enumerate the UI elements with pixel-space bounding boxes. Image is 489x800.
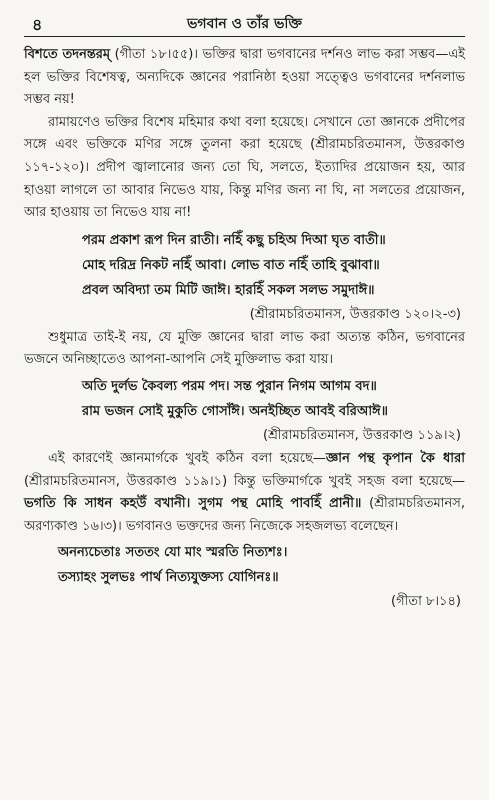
verse-line: অতি দুর্লভ কৈবল্য পরম পদ। সন্ত পুরান নিগম আগম বদ॥: [82, 378, 377, 394]
page-body: [24, 44, 465, 614]
paragraph-4-text: (শ্রীরামচরিতমানস, উত্তরকাণ্ড ১১৯।১) কিন্তু ভক্তিমার্গকে খুবই সহজ বলা হয়েছে—: [24, 473, 465, 489]
verse-line: অনন্যচেতাঃ সততং যো মাং স্মরতি নিত্যশঃ।: [58, 545, 288, 561]
paragraph-4-text: এই কারণেই জ্ঞানমার্গকে খুবই কঠিন বলা হয়েছে—: [48, 450, 326, 466]
verse-block-2: [24, 374, 465, 448]
verse-block-3: [24, 540, 465, 614]
verse-block-1: [24, 228, 465, 327]
page-number: ৪: [32, 15, 43, 34]
paragraph-3: শুধুমাত্র তাই-ই নয়, যে মুক্তি জ্ঞানের দ্বারা লাভ করা অত্যন্ত কঠিন, ভগবানের ভজনে অনিচ্ছাতেও আপনা-আপনি সেই মুক্তিলাভ করা যায়।: [24, 329, 465, 368]
verse-reference: (শ্রীরামচরিতমানস, উত্তরকাণ্ড ১২০।২-৩): [249, 306, 461, 322]
paragraph-1: [24, 44, 465, 112]
inline-quote: জ্ঞান পন্থ কৃপান কৈ ধারা: [325, 450, 465, 466]
verse-line: প্রবল অবিদ্যা তম মিটি জাঈ। হারহিঁ সকল সলভ সমুদাঈ॥: [82, 282, 375, 298]
paragraph-4-text: (শ্রীরামচরিতমানস, অরণ্যকাণ্ড ১৬।৩)। ভগবানও ভক্তদের জন্য নিজেকে সহজলভ্য বলেছেন।: [24, 496, 465, 534]
verse-line: পরম প্রকাশ রূপ দিন রাতী। নহিঁ কছু চহিঅ দিআ ঘৃত বাতী॥: [82, 232, 386, 248]
verse-line: মোহ দরিদ্র নিকট নহিঁ আবা। লোভ বাত নহিঁ তাহি বুঝাবা॥: [82, 257, 380, 273]
inline-quote: ভগতি কি সাধন কহউঁ বখানী। সুগম পন্থ মোহি পাবহিঁ প্রানী॥: [24, 496, 362, 512]
verse-line: রাম ভজন সোই মুকুতি গোসাঁঈ। অনইচ্ছিত আবই বরিআঈ॥: [82, 403, 388, 419]
verse-reference: (গীতা ৮।১৪): [391, 594, 461, 610]
verse-reference: (শ্রীরামচরিতমানস, উত্তরকাণ্ড ১১৯।২): [262, 427, 461, 443]
paragraph-2: রামায়ণেও ভক্তির বিশেষ মহিমার কথা বলা হয়েছে। সেখানে তো জ্ঞানকে প্রদীপের সঙ্গে এবং ভক্তিকে মণির সঙ্গে তুলনা করা হয়েছে (শ্রীরামচরিতমানস, উত্তরকাণ্ড ১১৭-১২০)। প্রদীপ জ্বালানোর জন্য তো ঘি, সলতে, ইত্যাদির প্রয়োজন হয়, আর হাওয়া লাগলে তা আবার নিভেও যায়, কিন্তু মণির জন্য না ঘি, না সলতের প্রয়োজন, আর হাওয়ায় তা নিভেও যায় না!: [24, 114, 465, 221]
verse-line: তস্যাহং সুলভঃ পার্থ নিত্যযুক্তস্য যোগিনঃ॥: [58, 570, 279, 586]
running-title: ভগবান ও তাঁর ভক্তি: [186, 16, 303, 32]
paragraph-4: [24, 448, 465, 538]
running-header: [24, 10, 465, 37]
gita-quote: বিশতে তদনন্তরম্: [24, 47, 111, 62]
paragraph-1-text: (গীতা ১৮।৫৫)। ভক্তির দ্বারা ভগবানের দর্শনও লাভ করা সম্ভব—এই হল ভক্তির বিশেষত্ব, অন্যদিকে জ্ঞানের পরানিষ্ঠা হওয়া সত্ত্বেও ভগবানের দর্শনলাভ সম্ভব নয়!: [24, 47, 465, 108]
